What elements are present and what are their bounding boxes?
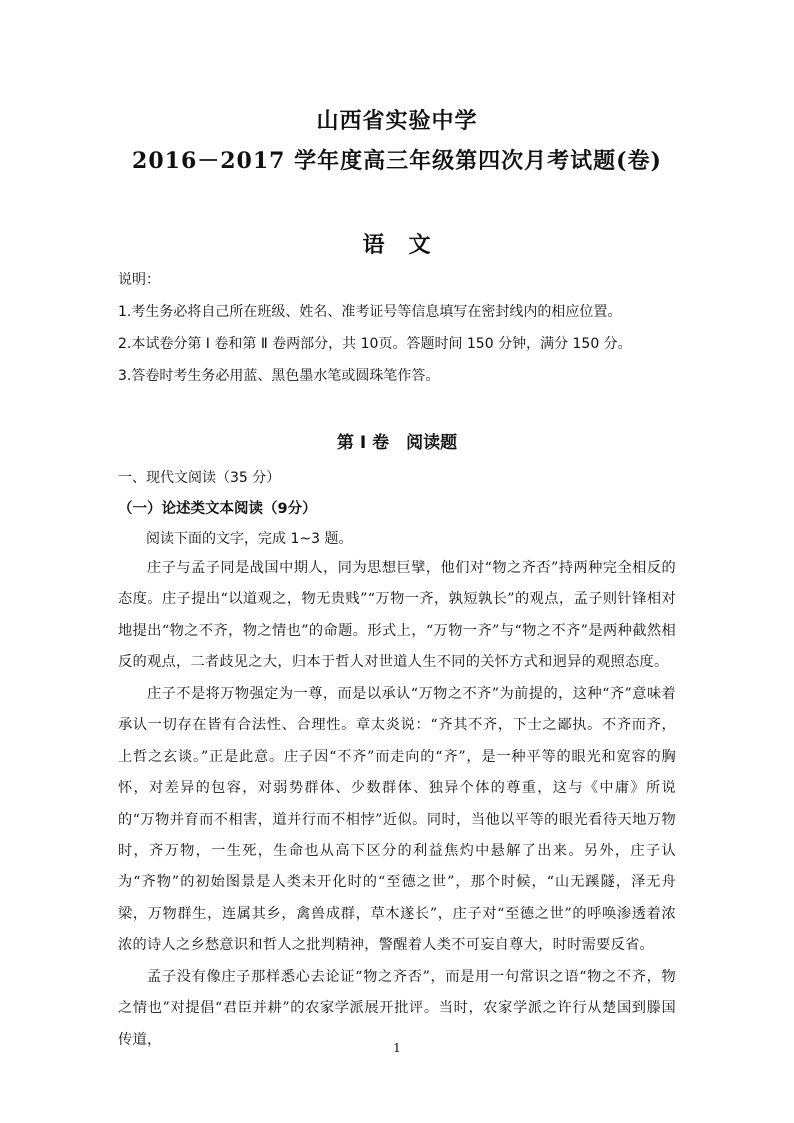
- notes-label: 说明：: [118, 272, 160, 288]
- subject-title: 语 文: [362, 232, 432, 258]
- page-number: 1: [393, 1041, 401, 1055]
- note-item: 1.考生务必将自己所在班级、姓名、准考证号等信息填写在密封线内的相应位置。: [118, 304, 622, 320]
- paragraph: 孟子没有像庄子那样悉心去论证“物之齐否”，而是用一句常识之语“物之不齐，物之情也”对提倡“君臣并耕”的农家学派展开批评。当时，农家学派之许行从楚国到滕国传道，: [118, 969, 676, 1048]
- paragraph: 庄子不是将万物强定为一尊，而是以承认“万物之不齐”为前提的，这种“齐”意味着承认一切存在皆有合法性、合理性。章太炎说：“齐其不齐，下士之鄙执。不齐而齐，上哲之玄谈。”正是此意。庄子因“不齐”而走向的“齐”，是一种平等的眼光和宽容的胸怀，对差异的包容，对弱势群体、少数群体、独异个体的尊重，这与《中庸》所说的“万物并育而不相害，道并行而不相悖”近似。同时，当他以平等的眼光看待天地万物时，齐万物，一生死，生命也从高下区分的利益焦灼中悬解了出来。另外，庄子认为“齐物”的初始图景是人类未开化时的“至德之世”，那个时候，“山无蹊隧，泽无舟梁，万物群生，连属其乡，禽兽成群，草木遂长”，庄子对“至德之世”的呼唤渗透着浓浓的诗人之乡愁意识和哲人之批判精神，警醒着人类不可妄自尊大，时时需要反省。: [118, 686, 676, 954]
- note-item: 2.本试卷分第 Ⅰ 卷和第 Ⅱ 卷两部分，共 10页。答题时间 150 分钟，满分 150 分。: [118, 336, 632, 352]
- exam-title: 2016－2017 学年度高三年级第四次月考试题(卷): [132, 148, 662, 174]
- section-title: 第 Ⅰ 卷 阅读题: [336, 433, 458, 453]
- instruction: 阅读下面的文字，完成 1~3 题。: [146, 531, 353, 547]
- note-item: 3.答卷时考生务必用蓝、黑色墨水笔或圆珠笔作答。: [118, 368, 440, 384]
- sub-heading: （一）论述类文本阅读（9分）: [118, 501, 317, 517]
- school-title: 山西省实验中学: [316, 108, 478, 134]
- part-heading: 一、现代文阅读（35 分）: [118, 470, 281, 486]
- paragraph: 庄子与孟子同是战国中期人，同为思想巨擘，他们对“物之齐否”持两种完全相反的态度。庄子提出“以道观之，物无贵贱”“万物一齐，孰短孰长”的观点，孟子则针锋相对地提出“物之不齐，物之情也”的命题。形式上，“万物一齐”与“物之不齐”是两种截然相反的观点，二者歧见之大，归本于哲人对世道人生不同的关怀方式和迥异的观照态度。: [118, 560, 676, 671]
